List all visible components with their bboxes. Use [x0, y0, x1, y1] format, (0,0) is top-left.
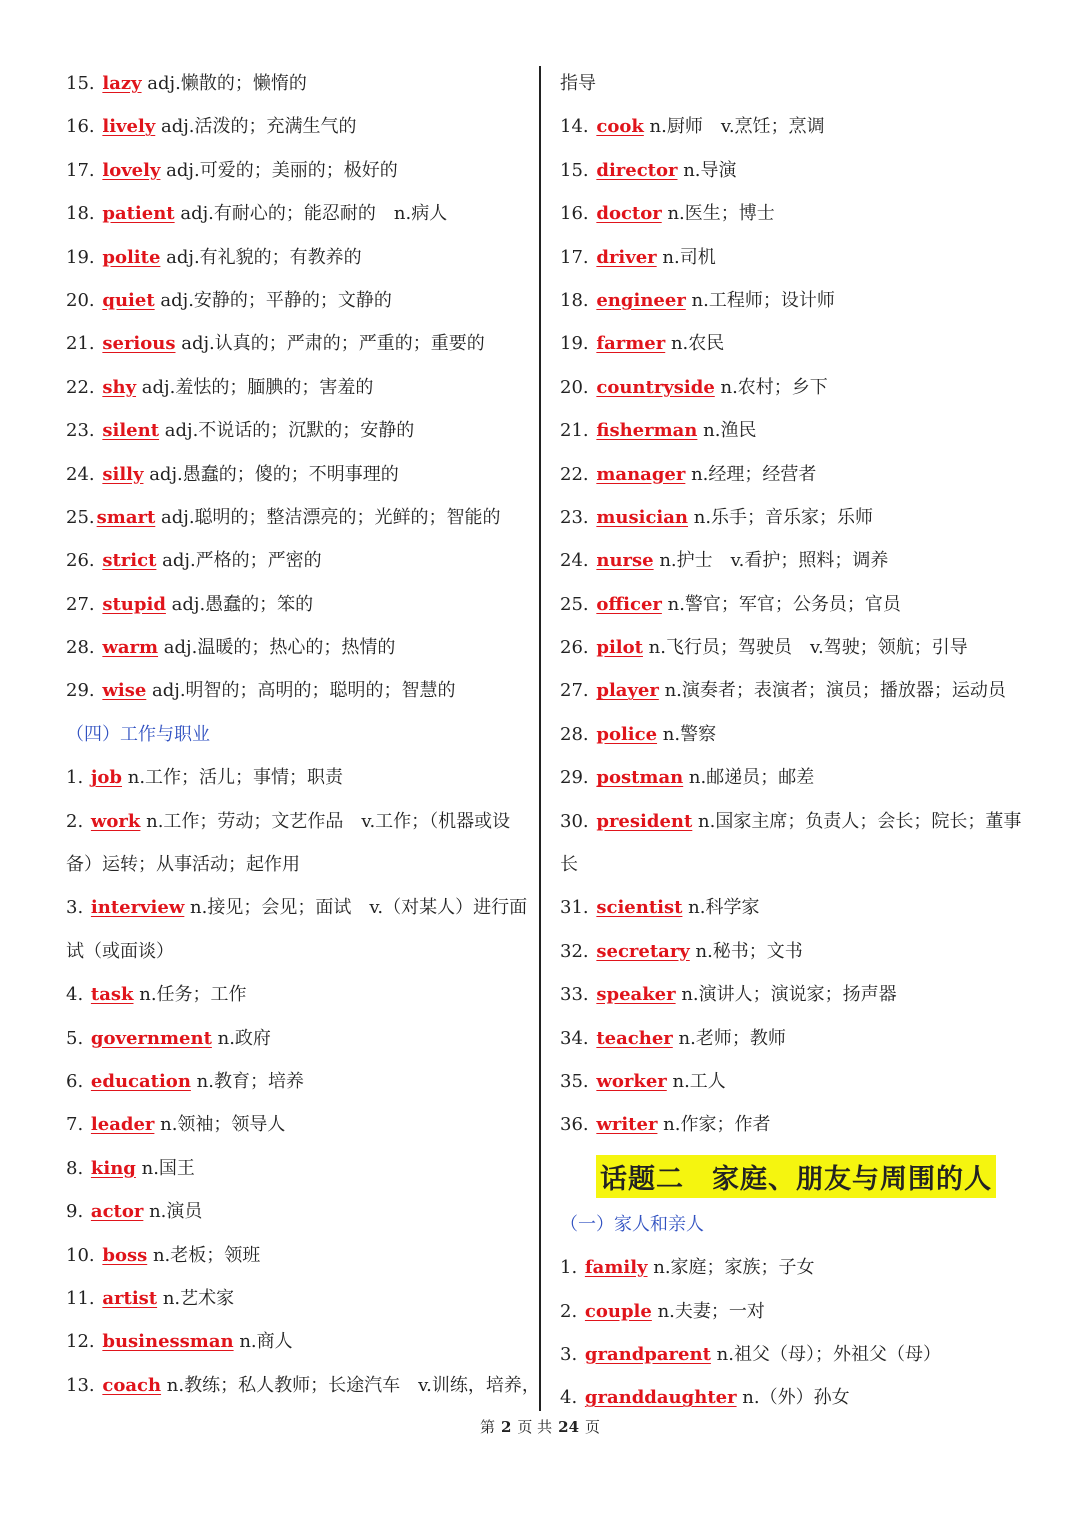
vocab-definition: n.警官；军官；公务员；官员: [661, 593, 901, 615]
vocab-word: family: [584, 1257, 648, 1279]
vocab-word: stupid: [102, 593, 166, 615]
vocab-definition: n.工作；劳动；文艺作品 v.工作；（机器或设: [140, 810, 511, 832]
entry-number: 34.: [560, 1027, 595, 1049]
entry-number: 15.: [66, 73, 101, 94]
entry-number: 27.: [66, 593, 101, 615]
vocab-definition: n.夫妻；一对: [651, 1300, 765, 1322]
vocab-word: education: [90, 1070, 191, 1092]
vocab-definition: n.邮递员；邮差: [683, 767, 815, 789]
vocab-definition: adj.愚蠢的；傻的；不明事理的: [143, 463, 399, 485]
vocab-definition: n.国王: [135, 1157, 195, 1179]
vocab-word: polite: [102, 246, 161, 268]
entry-number: 15.: [560, 159, 595, 181]
vocab-word: businessman: [102, 1331, 234, 1353]
vocab-definition: n.任务；工作: [133, 984, 247, 1006]
vocab-word: writer: [596, 1114, 658, 1136]
vocab-word: actor: [90, 1201, 144, 1223]
vocab-word: patient: [102, 203, 175, 225]
entry-number: 19.: [560, 333, 595, 355]
entry-number: 25.: [560, 593, 595, 615]
vocab-word: quiet: [102, 289, 155, 311]
vocab-entry: [66, 756, 528, 799]
vocab-definition: n.工作；活儿；事情；职责: [122, 767, 344, 789]
entry-number: 20.: [560, 376, 595, 398]
entry-number: 12.: [66, 1331, 101, 1353]
vocab-entry: [560, 1376, 1030, 1419]
vocab-definition: adj.温暖的；热心的；热情的: [158, 637, 396, 659]
vocab-definition: adj.安静的；平静的；文静的: [154, 289, 392, 311]
vocab-definition: n.老板；领班: [147, 1244, 261, 1266]
vocab-definition: n.工程师；设计师: [685, 289, 835, 311]
entry-number: 7.: [66, 1114, 89, 1136]
vocab-definition: n.政府: [211, 1027, 271, 1049]
vocab-word: countryside: [596, 376, 715, 398]
vocab-definition: n.演讲人；演说家；扬声器: [675, 984, 897, 1006]
entry-number: 2.: [66, 810, 89, 832]
vocab-word: lively: [102, 116, 156, 138]
vocab-definition: adj.有耐心的；能忍耐的 n.病人: [174, 203, 448, 225]
vocab-entry: [560, 149, 1030, 192]
vocab-entry: [560, 583, 1030, 626]
vocab-word: shy: [102, 376, 137, 398]
vocab-definition: adj.不说话的；沉默的；安静的: [159, 420, 415, 442]
vocab-word: engineer: [596, 289, 686, 311]
vocab-entry: [66, 1364, 540, 1407]
entry-number: 3.: [66, 897, 89, 919]
vocab-word: police: [596, 723, 658, 745]
vocab-definition: n.工人: [666, 1070, 726, 1092]
vocab-entry: [560, 366, 1030, 409]
vocab-definition: n.国家主席；负责人；会长；院长；董事: [692, 810, 1022, 832]
entry-number: 1.: [66, 767, 89, 789]
entry-number: 23.: [560, 506, 595, 528]
vocab-entry: [560, 886, 1030, 929]
vocab-word: manager: [596, 463, 686, 485]
vocab-word: doctor: [596, 203, 662, 225]
vocab-word: postman: [596, 767, 684, 789]
vocab-entry: [66, 105, 528, 148]
vocab-definition: n.厨师 v.烹饪；烹调: [643, 116, 825, 138]
entry-number: 30.: [560, 810, 595, 832]
vocab-definition: adj.聪明的；整洁漂亮的；光鲜的；智能的: [155, 506, 501, 528]
entry-number: 22.: [560, 463, 595, 485]
vocab-definition: adj.活泼的；充满生气的: [155, 116, 357, 138]
vocab-entry: [66, 886, 528, 929]
entry-number: 4.: [66, 984, 89, 1006]
vocab-definition: adj.懒散的；懒惰的: [141, 73, 307, 94]
vocab-entry-continuation: 备）运转；从事活动；起作用: [66, 854, 300, 876]
vocab-entry: [66, 366, 528, 409]
entry-number: 28.: [560, 723, 595, 745]
entry-number: 27.: [560, 680, 595, 702]
vocab-word: silly: [102, 463, 144, 485]
vocab-word: secretary: [596, 940, 690, 962]
vocab-definition: n.经理；经营者: [685, 463, 817, 485]
vocab-entry: [560, 322, 1030, 365]
entry-number: 21.: [66, 333, 101, 355]
vocab-entry: [66, 626, 528, 669]
vocab-word: pilot: [596, 637, 643, 659]
vocab-word: fisherman: [596, 420, 698, 442]
entry-number: 32.: [560, 940, 595, 962]
vocab-entry: [66, 1277, 528, 1320]
vocab-word: silent: [102, 420, 160, 442]
vocab-entry: [66, 669, 528, 712]
entry-number: 25.: [66, 506, 95, 528]
vocab-entry: [66, 62, 528, 105]
vocab-definition: n.接见；会见；面试 v.（对某人）进行面: [184, 897, 528, 919]
entry-number: 1.: [560, 1257, 583, 1279]
entry-number: 29.: [560, 767, 595, 789]
entry-number: 35.: [560, 1070, 595, 1092]
vocab-definition: n.演员: [143, 1201, 203, 1223]
vocab-definition: n.老师；教师: [672, 1027, 786, 1049]
footer-middle: 页 共: [517, 1418, 553, 1436]
vocab-definition: adj.愚蠢的；笨的: [165, 593, 314, 615]
vocab-entry: [560, 713, 1030, 756]
vocab-definition: adj.严格的；严密的: [156, 550, 322, 572]
vocab-word: artist: [102, 1287, 158, 1309]
entry-number: 16.: [560, 203, 595, 225]
vocab-word: king: [90, 1157, 136, 1179]
vocab-definition: n.秘书；文书: [689, 940, 803, 962]
entry-number: 31.: [560, 897, 595, 919]
vocab-entry: [560, 626, 1030, 669]
entry-number: 6.: [66, 1070, 89, 1092]
entry-number: 13.: [66, 1374, 101, 1396]
entry-number: 33.: [560, 984, 595, 1006]
vocab-entry: [66, 236, 528, 279]
topic-heading-wrapper: [560, 1151, 1030, 1203]
entry-number: 10.: [66, 1244, 101, 1266]
entry-number: 23.: [66, 420, 101, 442]
vocab-entry: [66, 1060, 528, 1103]
vocab-definition: n.教练；私人教师；长途汽车 v.训练，培养，: [161, 1374, 540, 1396]
vocab-entry: [560, 105, 1030, 148]
vocab-entry: [560, 800, 1030, 843]
vocab-definition: n.科学家: [682, 897, 760, 919]
vocab-word: president: [596, 810, 693, 832]
vocab-entry: [560, 1246, 1030, 1289]
entry-number: 26.: [560, 637, 595, 659]
section-heading-family: （一）家人和亲人: [560, 1213, 704, 1235]
vocab-word: nurse: [596, 550, 654, 572]
vocab-entry: [560, 236, 1030, 279]
footer-page-number: 2: [500, 1418, 512, 1436]
vocab-entry: [560, 973, 1030, 1016]
entry-number: 18.: [66, 203, 101, 225]
vocab-word: government: [90, 1027, 212, 1049]
entry-number: 2.: [560, 1300, 583, 1322]
vocab-word: work: [90, 810, 141, 832]
topic-heading: 话题二 家庭、朋友与周围的人: [596, 1155, 996, 1198]
page-footer: [0, 1416, 1080, 1437]
footer-total-pages: 24: [558, 1418, 580, 1436]
vocab-entry: [560, 930, 1030, 973]
vocab-entry-continuation: 指导: [560, 73, 596, 94]
vocab-word: interview: [90, 897, 185, 919]
entry-number: 24.: [66, 463, 101, 485]
vocab-definition: n.医生；博士: [661, 203, 775, 225]
vocab-definition: n.商人: [233, 1331, 293, 1353]
vocab-word: speaker: [596, 984, 676, 1006]
vocab-definition: n.祖父（母）；外祖父（母）: [710, 1343, 941, 1365]
vocab-definition: n.导演: [677, 159, 737, 181]
footer-suffix: 页: [585, 1418, 601, 1436]
vocab-entry: [560, 409, 1030, 452]
entry-number: 3.: [560, 1343, 583, 1365]
vocab-entry: [560, 496, 1030, 539]
vocab-word: officer: [596, 593, 662, 615]
vocab-definition: adj.有礼貌的；有教养的: [160, 246, 362, 268]
vocab-definition: adj.羞怯的；腼腆的；害羞的: [136, 376, 374, 398]
vocab-entry: [560, 1290, 1030, 1333]
vocab-entry: [66, 149, 528, 192]
vocab-word: leader: [90, 1114, 155, 1136]
vocab-entry: [66, 1190, 528, 1233]
vocab-definition: n.警察: [657, 723, 717, 745]
vocab-word: serious: [102, 333, 176, 355]
vocab-entry: [560, 1060, 1030, 1103]
vocab-definition: n.家庭；家族；子女: [647, 1257, 815, 1279]
vocab-definition: n.作家；作者: [657, 1114, 771, 1136]
vocab-definition: n.农民: [665, 333, 725, 355]
vocab-definition: n.（外）孙女: [736, 1387, 850, 1409]
vocab-definition: n.农村；乡下: [714, 376, 828, 398]
footer-prefix: 第: [479, 1418, 495, 1436]
vocab-entry: [66, 1147, 528, 1190]
vocab-entry: [66, 1234, 528, 1277]
vocab-definition: n.演奏者；表演者；演员；播放器；运动员: [658, 680, 1006, 702]
vocab-word: musician: [596, 506, 689, 528]
vocab-word: strict: [102, 550, 157, 572]
vocab-word: smart: [96, 506, 156, 528]
vocab-word: driver: [596, 246, 657, 268]
entry-number: 16.: [66, 116, 101, 138]
entry-number: 22.: [66, 376, 101, 398]
right-column: [560, 62, 1030, 1420]
vocab-definition: adj.认真的；严肃的；严重的；重要的: [175, 333, 485, 355]
vocab-word: lovely: [102, 159, 161, 181]
column-divider: [539, 66, 541, 1411]
vocab-entry: [560, 539, 1030, 582]
vocab-word: director: [596, 159, 678, 181]
vocab-entry-continuation: 长: [560, 854, 578, 876]
vocab-definition: n.教育；培养: [190, 1070, 304, 1092]
vocab-definition: n.乐手；音乐家；乐师: [688, 506, 874, 528]
vocab-entry: [560, 669, 1030, 712]
vocab-word: cook: [596, 116, 644, 138]
entry-number: 14.: [560, 116, 595, 138]
vocab-entry: [66, 1320, 528, 1363]
vocab-word: couple: [584, 1300, 652, 1322]
vocab-entry: [66, 322, 528, 365]
entry-number: 11.: [66, 1287, 101, 1309]
vocab-definition: adj.明智的；高明的；聪明的；智慧的: [146, 680, 456, 702]
left-column: [66, 62, 540, 1407]
vocab-word: task: [90, 984, 134, 1006]
vocab-word: wise: [102, 680, 147, 702]
entry-number: 5.: [66, 1027, 89, 1049]
vocab-entry: [66, 583, 528, 626]
vocab-word: farmer: [596, 333, 666, 355]
entry-number: 21.: [560, 420, 595, 442]
entry-number: 17.: [560, 246, 595, 268]
vocab-word: coach: [102, 1374, 162, 1396]
vocab-definition: n.艺术家: [157, 1287, 235, 1309]
vocab-entry: [66, 539, 528, 582]
vocab-entry: [66, 800, 528, 843]
entry-number: 9.: [66, 1201, 89, 1223]
vocab-entry: [66, 1103, 528, 1146]
entry-number: 24.: [560, 550, 595, 572]
entry-number: 19.: [66, 246, 101, 268]
vocab-entry: [66, 192, 528, 235]
vocab-entry: [560, 756, 1030, 799]
vocab-entry: [560, 1333, 1030, 1376]
entry-number: 28.: [66, 637, 101, 659]
vocab-definition: n.护士 v.看护；照料；调养: [653, 550, 889, 572]
entry-number: 4.: [560, 1387, 583, 1409]
vocab-entry: [66, 279, 528, 322]
vocab-entry-continuation: 试（或面谈）: [66, 940, 174, 962]
vocab-word: boss: [102, 1244, 148, 1266]
vocab-word: lazy: [102, 73, 142, 94]
entry-number: 18.: [560, 289, 595, 311]
vocab-definition: n.领袖；领导人: [154, 1114, 286, 1136]
vocab-definition: adj.可爱的；美丽的；极好的: [160, 159, 398, 181]
vocab-entry: [560, 1103, 1030, 1146]
vocab-entry: [66, 409, 528, 452]
vocab-definition: n.渔民: [697, 420, 757, 442]
entry-number: 26.: [66, 550, 101, 572]
entry-number: 17.: [66, 159, 101, 181]
vocab-word: teacher: [596, 1027, 673, 1049]
entry-number: 8.: [66, 1157, 89, 1179]
entry-number: 29.: [66, 680, 101, 702]
entry-number: 36.: [560, 1114, 595, 1136]
vocab-entry: [66, 453, 528, 496]
vocab-entry: [560, 192, 1030, 235]
section-heading-jobs: （四）工作与职业: [66, 723, 210, 745]
vocab-word: player: [596, 680, 659, 702]
vocab-definition: n.飞行员；驾驶员 v.驾驶；领航；引导: [642, 637, 968, 659]
entry-number: 20.: [66, 289, 101, 311]
vocab-word: job: [90, 767, 123, 789]
vocab-entry: [560, 279, 1030, 322]
vocab-entry: [66, 496, 528, 539]
vocab-entry: [66, 1017, 528, 1060]
vocab-definition: n.司机: [656, 246, 716, 268]
vocab-entry: [66, 973, 528, 1016]
vocab-word: granddaughter: [584, 1387, 737, 1409]
vocab-word: scientist: [596, 897, 683, 919]
vocab-word: worker: [596, 1070, 667, 1092]
vocab-entry: [560, 453, 1030, 496]
vocab-entry: [560, 1017, 1030, 1060]
vocab-word: warm: [102, 637, 159, 659]
vocab-word: grandparent: [584, 1343, 711, 1365]
